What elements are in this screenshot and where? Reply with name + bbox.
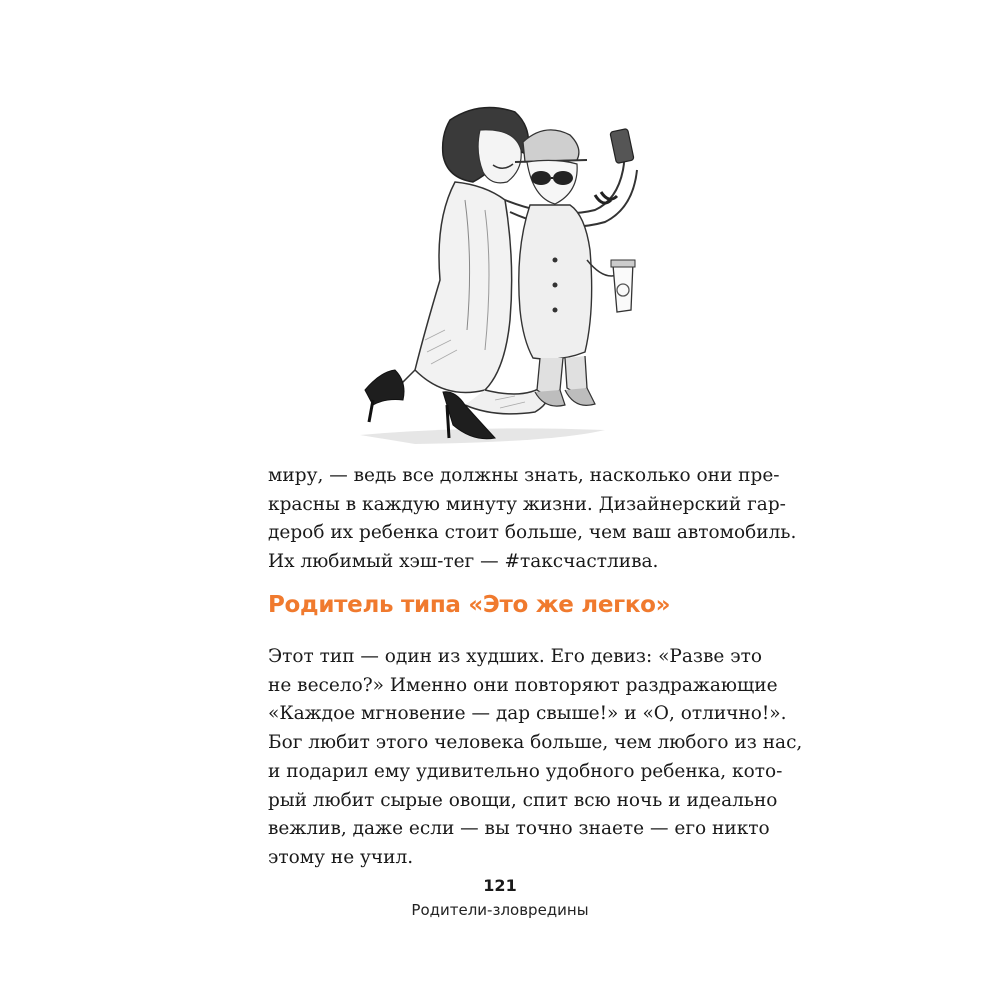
page-number: 121 <box>483 876 517 895</box>
section-heading: Родитель типа «Это же легко» <box>268 592 671 618</box>
text-line: и подарил ему удивительно удобного ребенка, кото- <box>268 760 783 782</box>
text-line: Их любимый хэш-тег — #таксчастлива. <box>268 551 659 573</box>
text-line: рый любит сырые овощи, спит всю ночь и идеально <box>268 789 778 811</box>
body-paragraph-2 <box>268 643 803 873</box>
text-line: Этот тип — один из худших. Его девиз: «Разве это <box>268 646 762 667</box>
text-line: миру, — ведь все должны знать, насколько они пре- <box>268 465 780 486</box>
text-line: Бог любит этого человека больше, чем любого из нас, <box>268 732 803 754</box>
illustration-selfie-mother-child <box>355 100 665 445</box>
pencil-sketch-drawing <box>355 100 665 445</box>
text-line: не весело?» Именно они повторяют раздражающие <box>268 674 778 696</box>
text-line: вежлив, даже если — вы точно знаете — его никто <box>268 818 770 840</box>
text-line: дероб их ребенка стоит больше, чем ваш автомобиль. <box>268 522 797 544</box>
text-line: этому не учил. <box>268 846 414 868</box>
body-paragraph-1 <box>268 462 797 577</box>
text-line: «Каждое мгновение — дар свыше!» и «О, отлично!». <box>268 703 787 725</box>
running-footer: Родители-зловредины <box>411 901 589 919</box>
text-line: красны в каждую минуту жизни. Дизайнерский гар- <box>268 493 786 515</box>
